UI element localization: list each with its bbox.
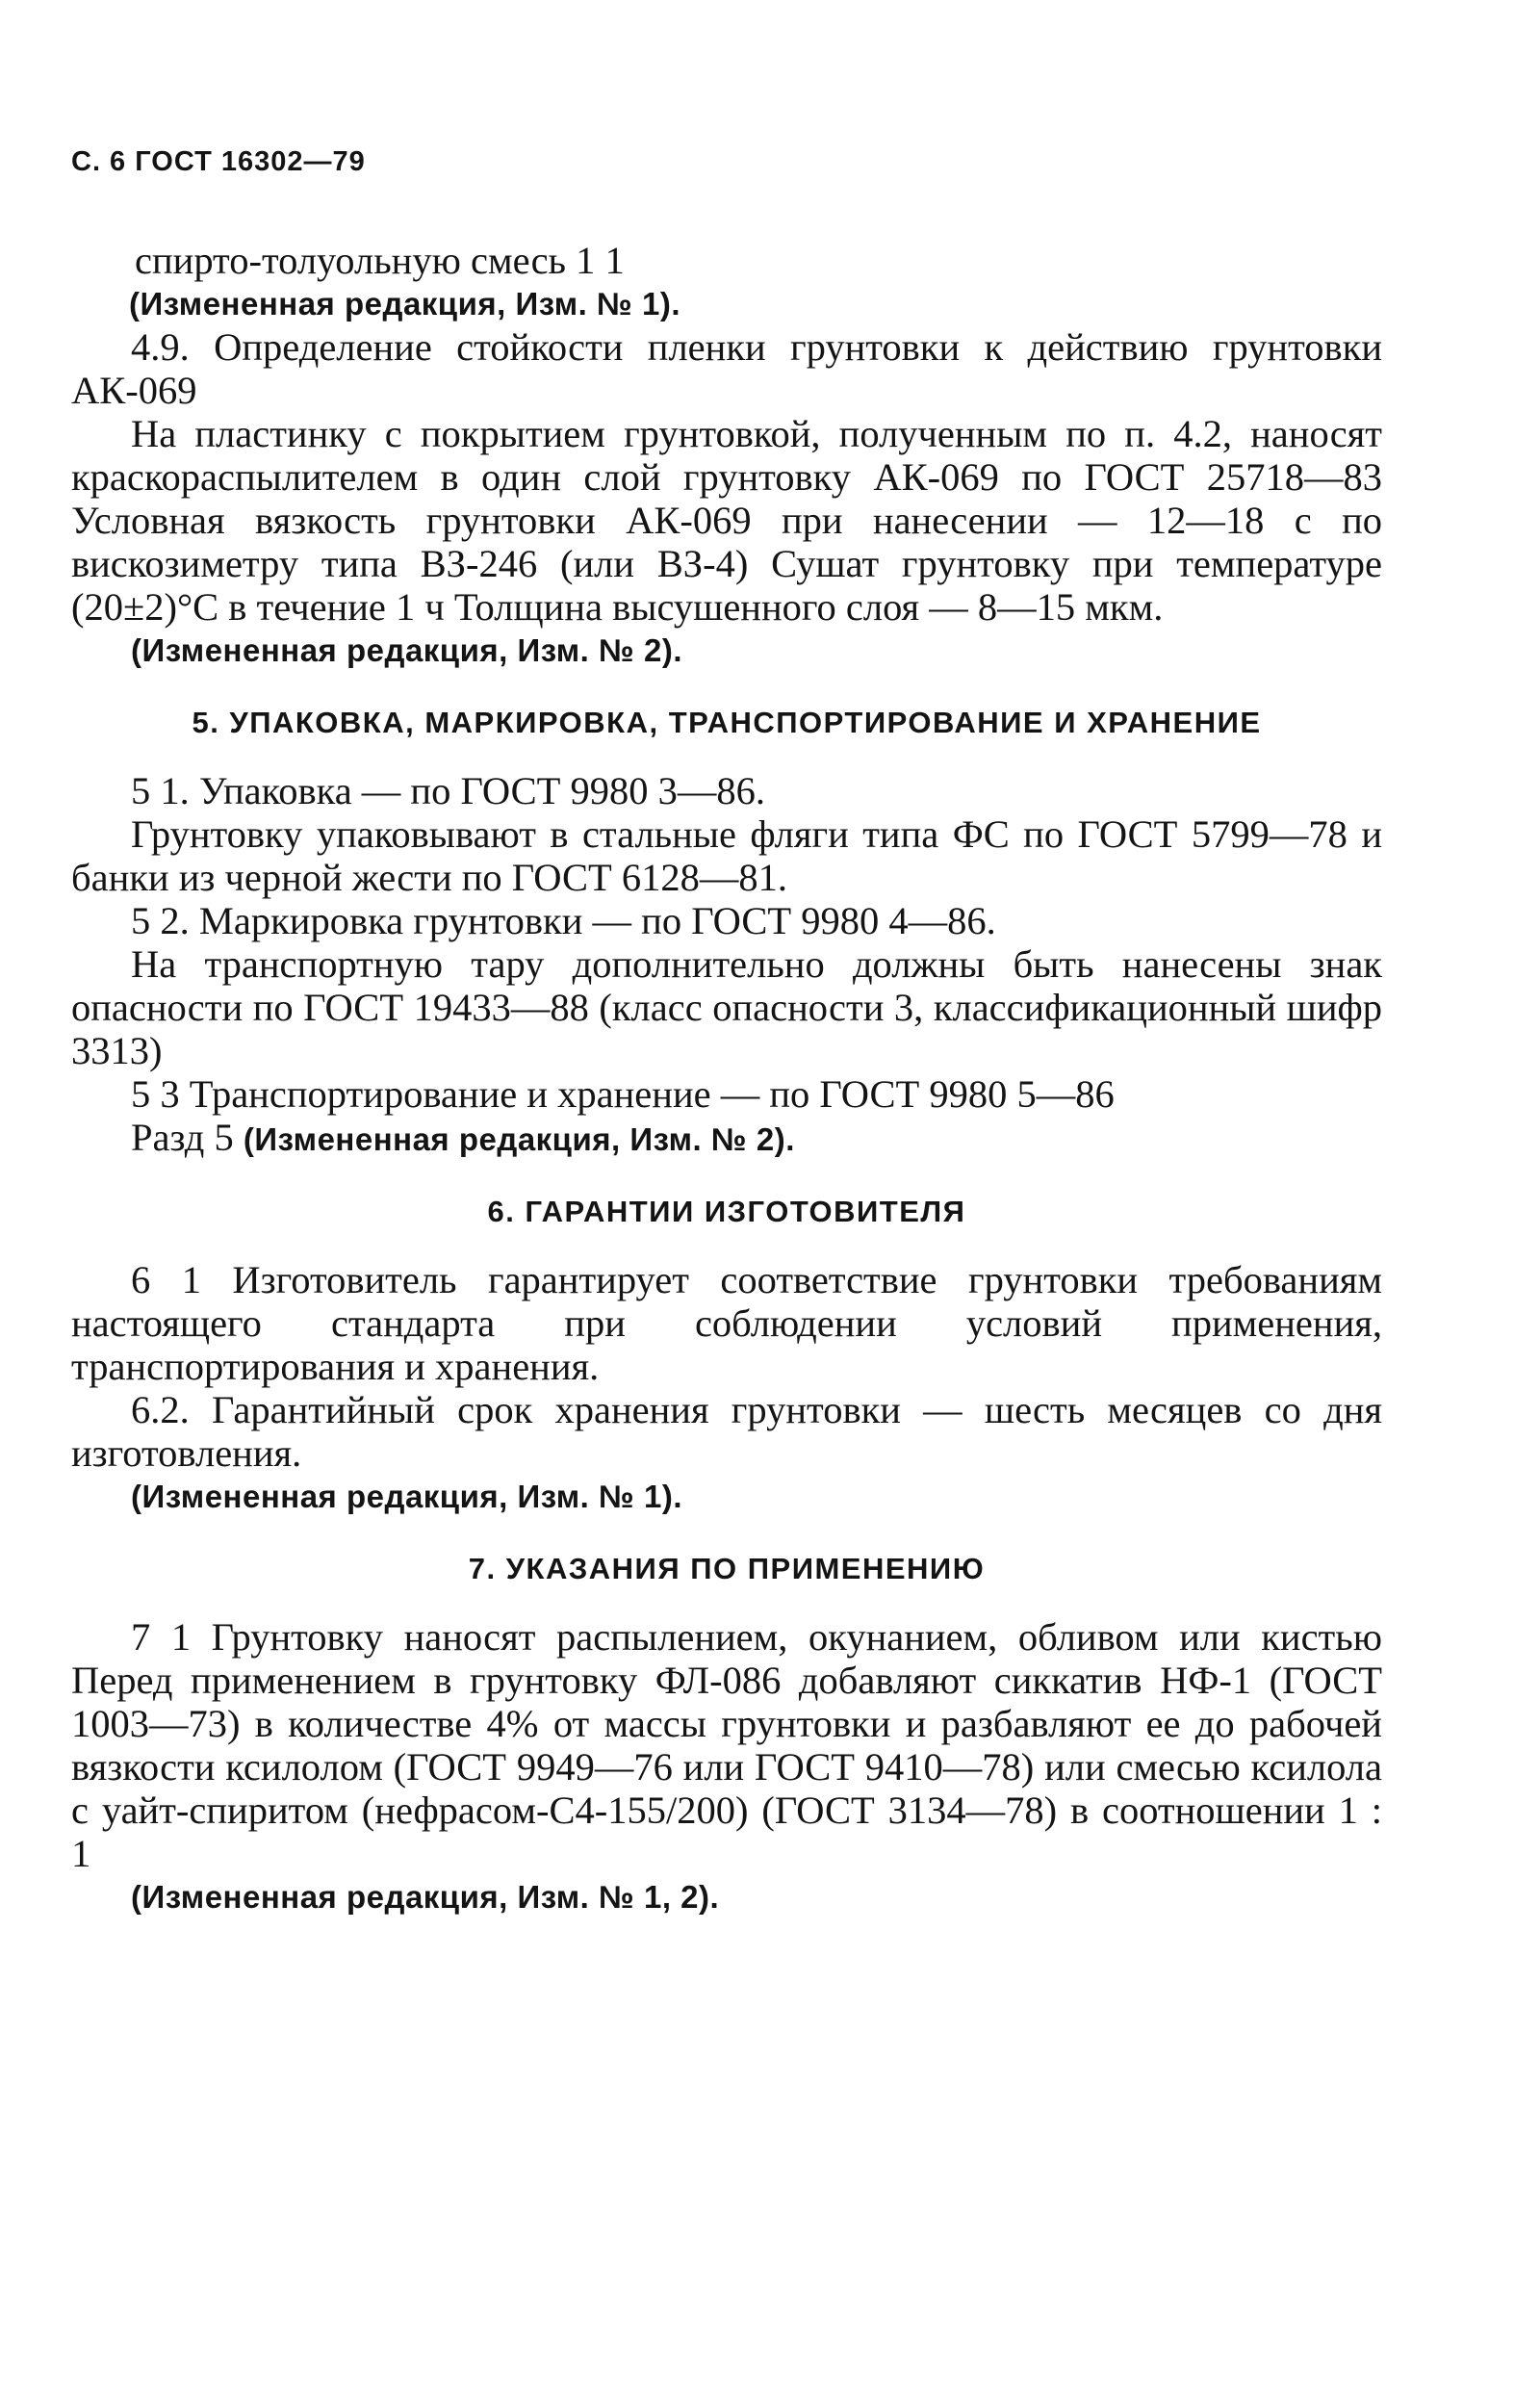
clause-7-1: 7 1 Грунтовку наносят распылением, окунанием, обливом или кистью Перед применением в грунтовку ФЛ-086 добавляют сиккатив НФ-1 (ГОСТ 1003—73) в количестве 4% от массы грунтовки и разбавляют ее до рабочей вязкости ксилолом (ГОСТ 9949—76 или ГОСТ 9410—78) или смесью ксилола с уайт-спиритом (нефрасом-С4-155/200) (ГОСТ 3134—78) в соотношении 1 : 1 bbox=[71, 1615, 1382, 1875]
section-5-amendment bbox=[71, 1116, 1382, 1161]
clause-5-2: 5 2. Маркировка грунтовки — по ГОСТ 9980 4—86. bbox=[131, 899, 996, 942]
clause-5-1: 5 1. Упаковка — по ГОСТ 9980 3—86. bbox=[131, 769, 765, 812]
clause-5-1-text: Грунтовку упаковывают в стальные фляги типа ФС по ГОСТ 5799—78 и банки из черной жести по ГОСТ 6128—81. bbox=[71, 812, 1382, 899]
page-header: С. 6 ГОСТ 16302—79 bbox=[71, 146, 366, 177]
section-ref: Разд 5 bbox=[131, 1116, 244, 1159]
clause-5-2-text: На транспортную тару дополнительно должны быть нанесены знак опасности по ГОСТ 19433—88 (класс опасности 3, классификационный шифр 3313) bbox=[71, 942, 1382, 1072]
clause-4-9-text: На пластинку с покрытием грунтовкой, полученным по п. 4.2, наносят краскораспылителем в один слой грунтовку АК-069 по ГОСТ 25718—83 Условная вязкость грунтовки АК-069 при нанесении — 12—18 с по вискозиметру типа ВЗ-246 (или ВЗ-4) Сушат грунтовку при температуре (20±2)°С в течение 1 ч Толщина высушенного слоя — 8—15 мкм. bbox=[71, 412, 1382, 629]
clause-6-1: 6 1 Изготовитель гарантирует соответствие грунтовки требованиям настоящего стандарта при соблюдении условий применения, транспортирования и хранения. bbox=[71, 1258, 1382, 1388]
clause-6-2: 6.2. Гарантийный срок хранения грунтовки — шесть месяцев со дня изготовления. bbox=[71, 1388, 1382, 1475]
section-title-7: 7. УКАЗАНИЯ ПО ПРИМЕНЕНИЮ bbox=[468, 1552, 986, 1585]
document-body bbox=[71, 239, 1382, 1918]
amendment-note: (Измененная редакция, Изм. № 1). bbox=[129, 286, 680, 322]
clause-5-3: 5 3 Транспортирование и хранение — по ГОСТ 9980 5—86 bbox=[131, 1072, 1115, 1116]
amendment-note: (Измененная редакция, Изм. № 2). bbox=[131, 632, 682, 668]
amendment-note: (Измененная редакция, Изм. № 2). bbox=[243, 1121, 795, 1157]
amendment-note: (Измененная редакция, Изм. № 1). bbox=[131, 1479, 682, 1514]
section-title-5: 5. УПАКОВКА, МАРКИРОВКА, ТРАНСПОРТИРОВАНИЕ И ХРАНЕНИЕ bbox=[192, 706, 1262, 739]
paragraph-continuation: спирто-толуольную смесь 1 1 bbox=[135, 239, 625, 282]
section-title-6: 6. ГАРАНТИИ ИЗГОТОВИТЕЛЯ bbox=[487, 1195, 966, 1228]
clause-4-9: 4.9. Определение стойкости пленки грунтовки к действию грунтовки АК-069 bbox=[71, 325, 1382, 412]
amendment-note: (Измененная редакция, Изм. № 1, 2). bbox=[131, 1879, 720, 1915]
